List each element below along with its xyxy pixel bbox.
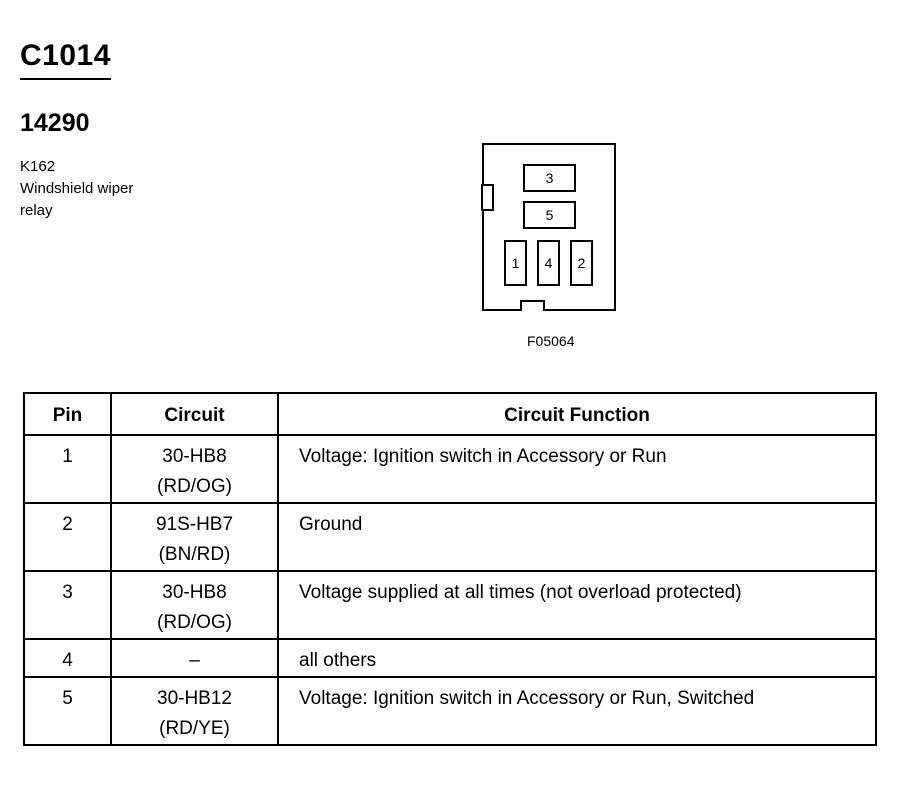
connector-face-diagram (482, 143, 616, 311)
connector-title: C1014 (20, 38, 111, 80)
table-row (24, 639, 876, 677)
connector-side-latch (481, 184, 494, 211)
wire-color: (RD/OG) (157, 476, 232, 497)
connector-bottom-key (520, 300, 545, 311)
pin-3-terminal: 3 (523, 164, 576, 192)
wire-color: (BN/RD) (158, 544, 231, 565)
pin-5-terminal: 5 (523, 201, 576, 229)
function-cell: all others (278, 639, 876, 677)
circuit-id: 91S-HB7 (155, 514, 234, 535)
function-cell: Voltage: Ignition switch in Accessory or Run, Switched (278, 677, 876, 745)
circuit-cell (111, 435, 278, 503)
figure-code: F05064 (527, 333, 575, 349)
header-pin: Pin (24, 393, 111, 435)
table-row (24, 677, 876, 745)
table-header-row (24, 393, 876, 435)
function-cell: Ground (278, 503, 876, 571)
circuit-cell (111, 639, 278, 677)
circuit-cell (111, 677, 278, 745)
pin-2-terminal: 2 (570, 240, 593, 286)
table-row (24, 435, 876, 503)
component-description (20, 156, 133, 222)
header-circuit: Circuit (111, 393, 278, 435)
pin-4-terminal: 4 (537, 240, 560, 286)
header-circuit-function: Circuit Function (278, 393, 876, 435)
component-name-line2: relay (20, 202, 53, 219)
function-cell: Voltage: Ignition switch in Accessory or Run (278, 435, 876, 503)
component-code: K162 (20, 158, 56, 175)
circuit-id: 30-HB12 (157, 688, 232, 709)
pin-1-terminal: 1 (504, 240, 527, 286)
pin-cell: 5 (24, 677, 111, 745)
pin-cell: 3 (24, 571, 111, 639)
pinout-table (23, 392, 877, 746)
part-number: 14290 (20, 109, 90, 137)
wire-color: (RD/OG) (157, 612, 232, 633)
function-cell: Voltage supplied at all times (not overload protected) (278, 571, 876, 639)
circuit-id: – (189, 650, 200, 671)
component-name-line1: Windshield wiper (20, 180, 134, 197)
table-row (24, 571, 876, 639)
wire-color: (RD/YE) (159, 718, 230, 739)
circuit-cell (111, 571, 278, 639)
circuit-id: 30-HB8 (162, 446, 227, 467)
circuit-cell (111, 503, 278, 571)
circuit-id: 30-HB8 (162, 582, 227, 603)
pin-cell: 4 (24, 639, 111, 677)
table-row (24, 503, 876, 571)
pin-cell: 1 (24, 435, 111, 503)
pin-cell: 2 (24, 503, 111, 571)
